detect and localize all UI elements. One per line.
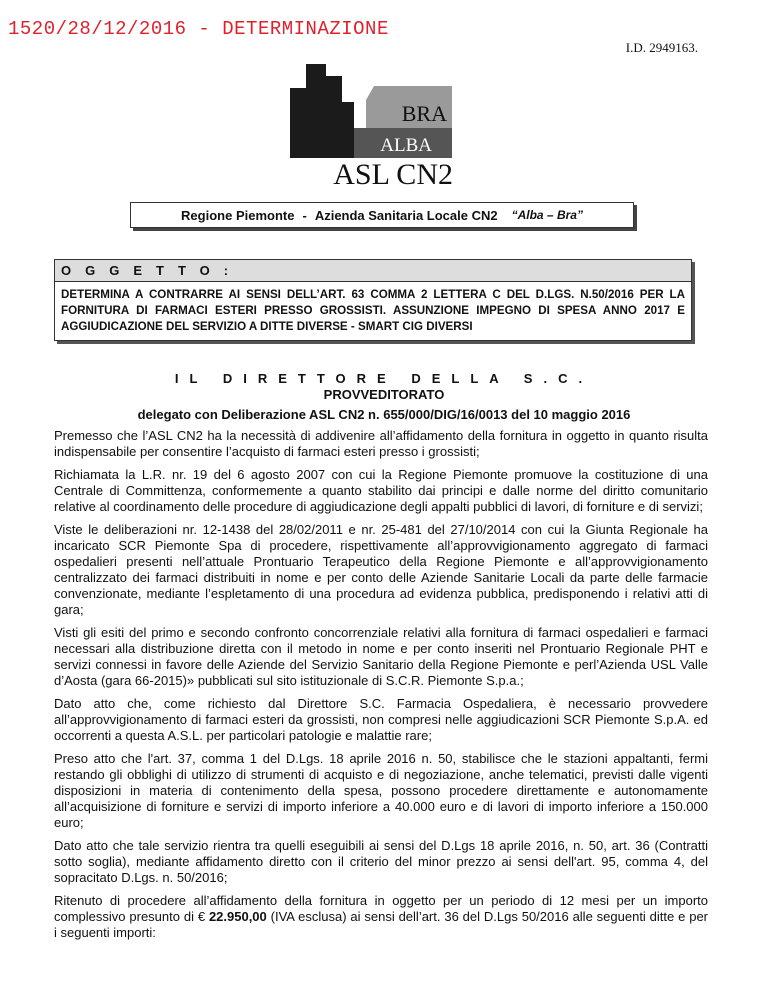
document-body	[54, 428, 708, 948]
paragraph-visti: Visti gli esiti del primo e secondo confronto concorrenziale relativi alla fornitura di farmaci ospedalieri e farmaci necessari alla distribuzione diretta con il metodo in nome e per conto inseriti nel Prontuario Regionale PHT e servizi connessi in favore delle Aziende del Servizio Sanitario della Regione Piemonte e perl’Azienda USL Valle d’Aosta (gara 66-2015)» pubblicati sul sito istituzionale di S.C.R. Piemonte S.p.a.;	[54, 625, 708, 688]
ritenuto-text-end: (IVA esclusa) ai sensi dell’art. 36 del D.Lgs 50/2016 alle seguenti ditte e per i seguenti importi:	[54, 909, 709, 940]
agency-name: Azienda Sanitaria Locale CN2	[314, 207, 498, 223]
protocol-stamp: 1520/28/12/2016 - DETERMINAZIONE	[8, 18, 389, 40]
ritenuto-text-start: Ritenuto di procedere all’affidamento della fornitura in oggetto per un periodo di 12 mesi per un importo complessivo presunto di €	[54, 893, 708, 924]
paragraph-richiamata: Richiamata la L.R. nr. 19 del 6 agosto 2007 con cui la Regione Piemonte promuove la costituzione di una Centrale di Committenza, conformemente a quanto stabilito dai principi e dalle norme del diritto comunitario relative al coordinamento delle procedure di aggiudicazione degli appalti pubblici di lavori, di forniture e di servizi;	[54, 467, 708, 514]
region-separator: -	[302, 207, 307, 223]
document-id: I.D. 2949163.	[625, 40, 698, 55]
subject-header: OGGETTO:	[55, 260, 691, 282]
paragraph-dato-atto-2: Dato atto che tale servizio rientra tra quelli eseguibili ai sensi del D.Lgs 18 aprile 2016, n. 50, art. 36 (Contratti sotto soglia), mediante affidamento diretto con il criterio del minor prezzo ai sensi dell'art. 95, comma 4, del sopracitato D.Lgs. n. 50/2016;	[54, 838, 708, 885]
paragraph-viste: Viste le deliberazioni nr. 12-1438 del 28/02/2011 e nr. 25-481 del 27/10/2014 con cui la Giunta Regionale ha incaricato SCR Piemonte Spa di procedere, rispettivamente all’approvvigionamento aggregato di farmaci ospedalieri presenti nell’attuale Prontuario Terapeutico della Regione Piemonte e all’approvvigionamento centralizzato dei farmaci distribuiti in nome e per conto delle Aziende Sanitarie Locali da parte delle farmacie convenzionate, mediante l’espletamento di una procedura ad evidenza pubblica, predisponendo i relativi atti di gara;	[54, 522, 708, 617]
logo-text-bra: BRA	[401, 101, 447, 126]
director-department: PROVVEDITORATO	[323, 387, 445, 402]
asl-cn2-logo	[282, 58, 462, 188]
logo-text-asl: ASL CN2	[333, 158, 453, 188]
region-banner	[130, 202, 634, 228]
paragraph-preso-atto: Preso atto che l'art. 37, comma 1 del D.Lgs. 18 aprile 2016 n. 50, stabilisce che le stazioni appaltanti, fermi restando gli obblighi di utilizzo di strumenti di acquisto e di negoziazione, anche telematici, previsti dalle vigenti disposizioni in materia di contenimento della spesa, possono procedere direttamente e autonomamente all’acquisizione di forniture e servizi di importo inferiore a 40.000 euro e di lavori di importo inferiore a 150.000 euro;	[54, 751, 708, 830]
delegation-line: delegato con Deliberazione ASL CN2 n. 655/000/DIG/16/0013 del 10 maggio 2016	[137, 407, 631, 422]
logo-text-alba: ALBA	[380, 135, 432, 156]
paragraph-ritenuto	[54, 893, 708, 941]
region-name: Regione Piemonte	[181, 207, 295, 223]
subject-box	[54, 259, 692, 341]
agency-area: “Alba – Bra”	[511, 208, 583, 222]
director-title: IL DIRETTORE DELLA S.C.	[174, 371, 594, 386]
paragraph-premesso: Premesso che l’ASL CN2 ha la necessità di addivenire all’affidamento della fornitura in oggetto in quanto risulta indispensabile per consentire l’acquisto di farmaci esteri presso i grossisti;	[54, 428, 708, 459]
subject-text: DETERMINA A CONTRARRE AI SENSI DELL’ART. 63 COMMA 2 LETTERA C DEL D.LGS. N.50/2016 PER LA FORNITURA DI FARMACI ESTERI PRESSO GROSSISTI. ASSUNZIONE IMPEGNO DI SPESA ANNO 2017 E AGGIUDICAZIONE DEL SERVIZIO A DITTE DIVERSE - SMART CIG DIVERSI	[61, 288, 685, 333]
paragraph-dato-atto-1: Dato atto che, come richiesto dal Direttore S.C. Farmacia Ospedaliera, è necessario provvedere all’approvvigionamento di farmaci esteri da grossisti, non compresi nelle aggiudicazioni SCR Piemonte S.p.A. ed occorrenti a questa A.S.L. per particolari patologie e malattie rare;	[54, 696, 708, 743]
total-amount: 22.950,00	[208, 909, 267, 924]
